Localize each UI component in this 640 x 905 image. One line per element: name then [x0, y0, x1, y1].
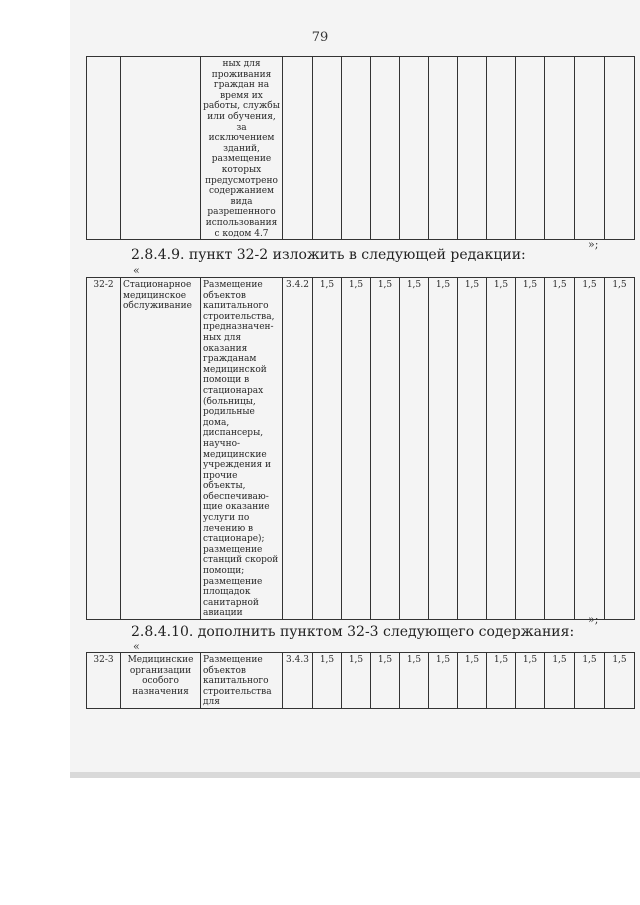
section-heading: 2.8.4.10. дополнить пунктом 32-3 следующего содержания:: [131, 624, 575, 640]
value-cell: [575, 57, 605, 240]
num-cell: [87, 57, 121, 240]
continuation-table: [86, 56, 635, 240]
value-cell: 1,5: [313, 653, 342, 709]
name-cell: Медицинские организации особого назначения: [121, 653, 201, 709]
value-cell: [516, 57, 545, 240]
table-row: [87, 278, 635, 620]
opening-quote: «: [133, 264, 140, 277]
code-cell: 3.4.2: [283, 278, 313, 620]
table-row: [87, 653, 635, 709]
value-cell: 1,5: [487, 278, 516, 620]
code-cell: 3.4.3: [283, 653, 313, 709]
value-cell: 1,5: [516, 278, 545, 620]
section-heading: 2.8.4.9. пункт 32-2 изложить в следующей редакции:: [131, 247, 526, 263]
item-32-3-table: [86, 652, 635, 709]
value-cell: 1,5: [371, 278, 400, 620]
opening-quote: «: [133, 640, 140, 653]
value-cell: 1,5: [605, 278, 635, 620]
value-cell: 1,5: [342, 278, 371, 620]
value-cell: [429, 57, 458, 240]
table-row: [87, 57, 635, 240]
value-cell: [545, 57, 575, 240]
num-cell: 32-3: [87, 653, 121, 709]
item-32-2-table: [86, 277, 635, 620]
closing-quote: »;: [588, 238, 599, 251]
value-cell: 1,5: [487, 653, 516, 709]
value-cell: 1,5: [458, 653, 487, 709]
value-cell: 1,5: [516, 653, 545, 709]
description-cell: Размещение объектов капитального строительства для: [201, 653, 283, 709]
value-cell: [458, 57, 487, 240]
page-number: 79: [311, 30, 329, 45]
value-cell: 1,5: [342, 653, 371, 709]
value-cell: 1,5: [605, 653, 635, 709]
value-cell: 1,5: [458, 278, 487, 620]
value-cell: 1,5: [545, 278, 575, 620]
closing-quote: »;: [588, 613, 599, 626]
name-cell: [121, 57, 201, 240]
value-cell: 1,5: [545, 653, 575, 709]
value-cell: [400, 57, 429, 240]
value-cell: [605, 57, 635, 240]
value-cell: [313, 57, 342, 240]
value-cell: 1,5: [575, 278, 605, 620]
value-cell: 1,5: [371, 653, 400, 709]
value-cell: [342, 57, 371, 240]
value-cell: 1,5: [429, 653, 458, 709]
code-cell: [283, 57, 313, 240]
name-cell: Стационарное медицинское обслуживание: [121, 278, 201, 620]
value-cell: [371, 57, 400, 240]
value-cell: 1,5: [575, 653, 605, 709]
value-cell: 1,5: [400, 653, 429, 709]
value-cell: 1,5: [429, 278, 458, 620]
description-cell: ных для проживания граждан на время их работы, службы или обучения, за исключением зданий, размещение которых предусмотрено содержанием вида разрешенного использования с кодом 4.7: [201, 57, 283, 240]
description-cell: Размещение объектов капитального строительства, предназначен-ных для оказания гражданам медицинской помощи в стационарах (больницы, родильные дома, диспансеры, научно-медицинские учреждения и прочие объекты, обеспечиваю-щие оказание услуги по лечению в стационаре); размещение станций скорой помощи; размещение площадок санитарной авиации: [201, 278, 283, 620]
value-cell: [487, 57, 516, 240]
value-cell: 1,5: [313, 278, 342, 620]
num-cell: 32-2: [87, 278, 121, 620]
value-cell: 1,5: [400, 278, 429, 620]
